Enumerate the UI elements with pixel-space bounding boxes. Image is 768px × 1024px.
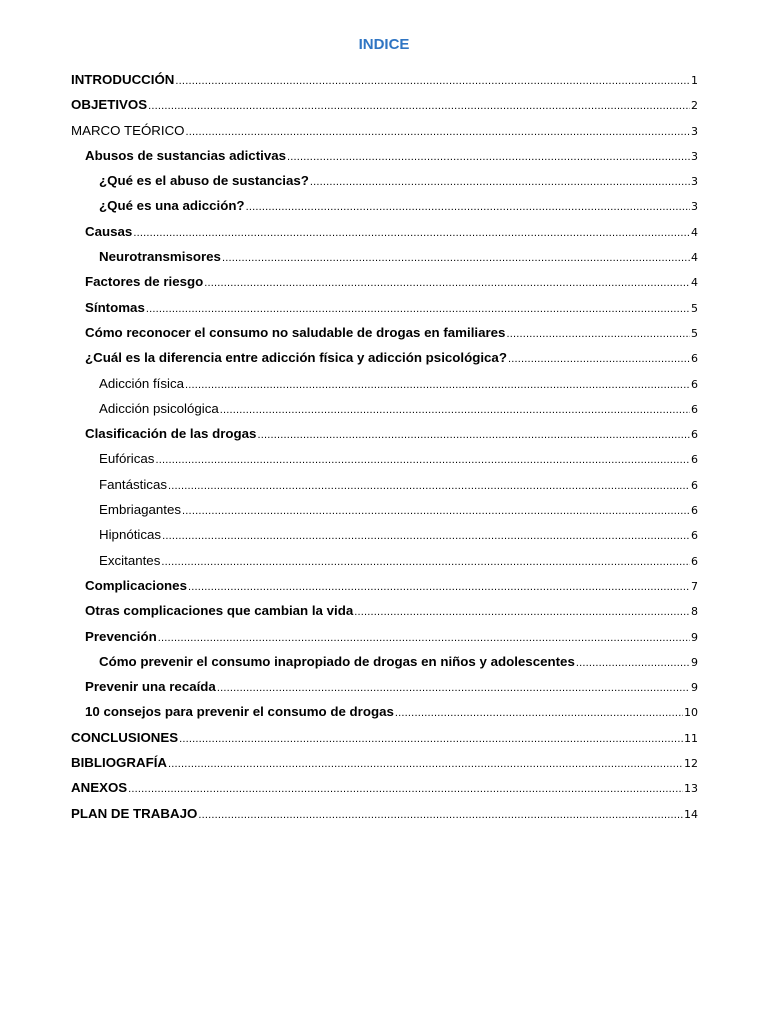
toc-dot-leader [217, 676, 690, 699]
toc-entry[interactable] [71, 168, 698, 193]
toc-dot-leader [179, 727, 683, 750]
toc-entry[interactable] [71, 573, 698, 598]
toc-entry[interactable] [71, 775, 698, 800]
toc-entry-page-number: 1 [691, 74, 698, 87]
toc-dot-leader [506, 322, 690, 345]
toc-entry-label: CONCLUSIONES [71, 729, 179, 745]
toc-entry-label: Hipnóticas [99, 527, 162, 543]
toc-entry[interactable] [71, 118, 698, 143]
toc-entry-label: Embriagantes [99, 502, 182, 518]
toc-entry-label: Cómo prevenir el consumo inapropiado de drogas en niños y adolescentes [99, 653, 575, 669]
toc-entry[interactable] [71, 472, 698, 497]
toc-entry-page-number: 6 [691, 377, 698, 391]
toc-title: INDICE [358, 36, 410, 53]
toc-entry-label: ANEXOS [71, 780, 128, 796]
toc-entry-page-number: 11 [684, 731, 698, 745]
toc-dot-leader [162, 524, 690, 547]
toc-entry-label: ¿Qué es el abuso de sustancias? [99, 173, 309, 189]
toc-dot-leader [198, 803, 683, 826]
toc-entry-page-number: 9 [691, 681, 698, 695]
toc-dot-leader [204, 271, 690, 294]
toc-entry[interactable] [71, 244, 698, 269]
toc-entry[interactable] [71, 143, 698, 168]
toc-entry-page-number: 5 [691, 301, 698, 315]
toc-entry-page-number: 3 [691, 175, 698, 189]
toc-dot-leader [188, 575, 690, 598]
toc-entry[interactable] [71, 598, 698, 623]
toc-dot-leader [168, 752, 683, 775]
toc-entry-label: Fantásticas [99, 476, 167, 492]
toc-entry[interactable] [71, 522, 698, 547]
toc-dot-leader [133, 221, 690, 244]
toc-dot-leader [175, 69, 690, 92]
toc-entry-page-number: 7 [691, 579, 698, 593]
toc-dot-leader [310, 170, 690, 193]
table-of-contents [71, 67, 698, 826]
toc-entry-page-number: 12 [684, 757, 698, 771]
toc-entry[interactable] [71, 725, 698, 750]
toc-entry-label: Prevenir una recaída [85, 679, 216, 695]
toc-entry[interactable] [71, 345, 698, 370]
toc-entry-label: Factores de riesgo [85, 274, 204, 290]
toc-entry-page-number: 4 [691, 276, 698, 290]
toc-entry-page-number: 6 [691, 402, 698, 416]
toc-entry-label: MARCO TEÓRICO [71, 122, 185, 138]
toc-entry-page-number: 3 [691, 124, 698, 138]
toc-dot-leader [148, 94, 690, 117]
toc-entry-page-number: 8 [691, 605, 698, 619]
toc-entry-page-number: 6 [691, 428, 698, 442]
toc-entry-page-number: 4 [691, 251, 698, 265]
toc-entry-page-number: 5 [691, 326, 698, 340]
toc-entry-label: OBJETIVOS [71, 97, 148, 113]
toc-dot-leader [182, 499, 690, 522]
toc-entry-label: Complicaciones [85, 577, 187, 593]
toc-entry-label: Adicción psicológica [99, 400, 219, 416]
toc-entry-page-number: 4 [691, 225, 698, 239]
toc-entry[interactable] [71, 624, 698, 649]
toc-entry-page-number: 10 [684, 706, 698, 720]
toc-dot-leader [161, 550, 690, 573]
toc-entry[interactable] [71, 548, 698, 573]
toc-entry[interactable] [71, 371, 698, 396]
toc-entry-label: Prevención [85, 628, 157, 644]
toc-entry-label: INTRODUCCIÓN [71, 72, 175, 87]
toc-entry[interactable] [71, 421, 698, 446]
toc-dot-leader [222, 246, 690, 269]
toc-entry-page-number: 2 [691, 99, 698, 113]
toc-entry-page-number: 9 [691, 630, 698, 644]
toc-dot-leader [158, 626, 690, 649]
toc-entry-label: BIBLIOGRAFÍA [71, 755, 168, 771]
toc-entry-page-number: 3 [691, 149, 698, 163]
toc-entry-page-number: 6 [691, 554, 698, 568]
toc-entry-label: Síntomas [85, 299, 145, 315]
toc-entry-label: Causas [85, 223, 133, 239]
toc-entry[interactable] [71, 67, 698, 92]
toc-entry-label: Eufóricas [99, 451, 155, 467]
toc-dot-leader [185, 373, 690, 396]
toc-entry[interactable] [71, 699, 698, 724]
toc-entry[interactable] [71, 446, 698, 471]
toc-dot-leader [168, 474, 690, 497]
toc-entry-page-number: 13 [684, 782, 698, 796]
toc-entry-page-number: 14 [684, 807, 698, 821]
toc-entry[interactable] [71, 269, 698, 294]
toc-entry-label: Otras complicaciones que cambian la vida [85, 603, 354, 619]
toc-entry-label: ¿Qué es una adicción? [99, 198, 245, 214]
toc-entry[interactable] [71, 750, 698, 775]
toc-entry[interactable] [71, 92, 698, 117]
toc-dot-leader [395, 701, 683, 724]
toc-dot-leader [128, 777, 683, 800]
toc-entry-page-number: 9 [691, 655, 698, 669]
toc-entry[interactable] [71, 320, 698, 345]
toc-entry-label: Cómo reconocer el consumo no saludable de drogas en familiares [85, 324, 506, 340]
toc-entry[interactable] [71, 219, 698, 244]
toc-entry-label: ¿Cuál es la diferencia entre adicción física y adicción psicológica? [85, 350, 507, 366]
toc-dot-leader [155, 448, 690, 471]
toc-entry[interactable] [71, 497, 698, 522]
toc-dot-leader [146, 297, 690, 320]
toc-entry[interactable] [71, 649, 698, 674]
toc-entry-label: Adicción física [99, 375, 184, 391]
toc-entry-page-number: 6 [691, 504, 698, 518]
toc-entry[interactable] [71, 193, 698, 218]
toc-dot-leader [287, 145, 690, 168]
toc-dot-leader [257, 423, 690, 446]
toc-entry-page-number: 6 [691, 453, 698, 467]
toc-dot-leader [576, 651, 690, 674]
toc-entry[interactable] [71, 801, 698, 826]
toc-dot-leader [186, 120, 690, 143]
toc-entry[interactable] [71, 674, 698, 699]
toc-entry-page-number: 6 [691, 352, 698, 366]
toc-entry-label: Abusos de sustancias adictivas [85, 147, 287, 163]
toc-dot-leader [354, 600, 690, 623]
toc-dot-leader [508, 347, 690, 370]
toc-dot-leader [220, 398, 690, 421]
toc-entry[interactable] [71, 295, 698, 320]
toc-entry-page-number: 6 [691, 478, 698, 492]
toc-entry-page-number: 3 [691, 200, 698, 214]
toc-dot-leader [246, 195, 690, 218]
toc-entry-label: Excitantes [99, 552, 161, 568]
toc-entry-label: Clasificación de las drogas [85, 426, 257, 442]
toc-entry-label: 10 consejos para prevenir el consumo de drogas [85, 704, 394, 720]
toc-entry-label: PLAN DE TRABAJO [71, 805, 198, 821]
toc-entry[interactable] [71, 396, 698, 421]
toc-entry-label: Neurotransmisores [99, 249, 221, 265]
toc-entry-page-number: 6 [691, 529, 698, 543]
